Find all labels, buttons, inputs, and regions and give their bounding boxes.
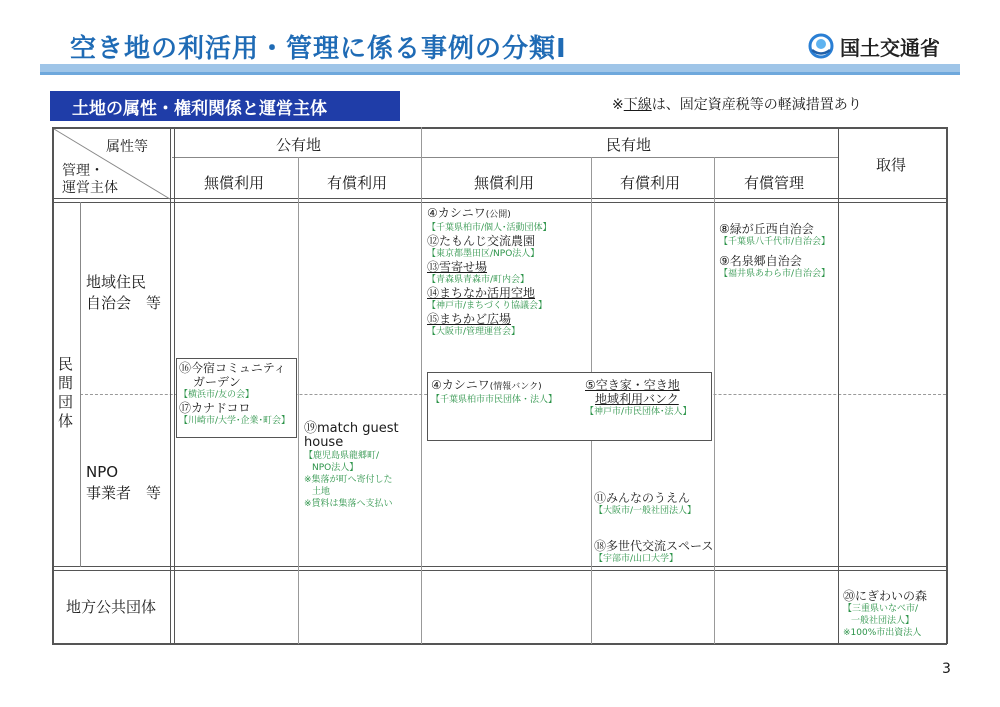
case-location-match-1: 【鹿児島県龍郷町/ [304, 451, 380, 461]
case-location-minnanouen: 【大阪市/一般社団法人】 [594, 506, 697, 516]
title-underline-accent [40, 72, 960, 75]
col-line-5 [838, 127, 839, 644]
case-nigiwai [843, 589, 927, 639]
case-location-tamonji: 【東京都墨田区/NPO法人】 [427, 249, 540, 259]
case-location-match-2: NPO法人】 [312, 463, 359, 473]
case-match-guest-house [304, 422, 399, 510]
logo-text: 国土交通省 [840, 35, 940, 60]
case-location-meisenkyo: 【福井県あわら市/自治会】 [719, 269, 831, 279]
case-location-kanadokoro: 【川崎市/大学･企業･町会】 [179, 416, 291, 426]
corner-operator-label-1: 管理・ [62, 163, 104, 179]
case-name-kanadokoro: ⑰カナドコロ [179, 401, 251, 415]
case-name-imajuku-1: ⑯今宿コミュニティ [179, 361, 286, 375]
case-name-kobe-bank-1: ⑤空き家・空き地 [585, 378, 680, 392]
case-name-match-1: ⑲match guest [304, 421, 399, 436]
case-note-match-2: 土地 [312, 487, 331, 497]
col-line-1 [298, 157, 299, 644]
case-location-machikado: 【大阪市/管理運営会】 [427, 327, 521, 337]
case-location-machinaka: 【神戸市/まちづくり協議会】 [427, 301, 547, 311]
case-tag: (公開) [485, 210, 511, 220]
table-border-bottom [52, 643, 947, 645]
case-name-kashiniwa-bank: ④カシニワ [431, 378, 490, 392]
note-prefix: ※ [612, 97, 624, 113]
case-kobe-bank [585, 378, 692, 418]
case-tasedai [594, 539, 713, 565]
row-community-2: 自治会 等 [86, 294, 162, 312]
case-location-midorigaoka: 【千葉県八千代市/自治会】 [719, 237, 831, 247]
col-private-paid: 有償利用 [620, 174, 681, 192]
case-imajuku [179, 361, 290, 427]
header-divider-2 [52, 202, 947, 203]
row-community-1: 地域住民 [86, 273, 147, 291]
case-name-nigiwai: ⑳にぎわいの森 [843, 589, 928, 603]
ministry-logo [808, 30, 968, 62]
header-mid-line [172, 157, 838, 158]
section-heading: 土地の属性・権利関係と運営主体 [50, 91, 400, 121]
col-public-paid: 有償利用 [327, 174, 388, 192]
case-note-match-1: ※集落が町へ寄付した [304, 475, 393, 485]
case-name-machikado: ⑮まちかど広場 [427, 312, 512, 326]
case-note-match-3: ※賃料は集落へ支払い [304, 499, 393, 509]
case-location-yukiyoseba: 【青森県青森市/町内会】 [427, 275, 530, 285]
case-name-imajuku-2: ガーデン [193, 375, 241, 389]
case-location-kashiniwa-bank: 【千葉県柏市市民団体・法人】 [431, 395, 558, 405]
case-name: ④カシニワ [427, 206, 486, 220]
case-tag-kashiniwa-bank: (情報バンク) [489, 382, 542, 392]
case-location-tasedai: 【宇部市/山口大学】 [594, 554, 679, 564]
col-private-free: 無償利用 [474, 174, 535, 192]
label-col-divider-2 [174, 127, 175, 644]
case-location: 【千葉県柏市/個人･活動団体】 [427, 223, 552, 233]
case-name-kobe-bank-2: 地域利用バンク [595, 392, 679, 406]
case-location-nigiwai-1: 【三重県いなべ市/ [843, 604, 919, 614]
case-kashiniwa-public [427, 206, 552, 338]
row-npo-1: NPO [86, 463, 119, 481]
case-note-nigiwai: ※100%市出資法人 [843, 628, 922, 638]
mlit-logo-icon [808, 33, 834, 59]
case-location-nigiwai-2: 一般社団法人】 [851, 616, 915, 626]
row-divider [52, 566, 947, 567]
row-local-government: 地方公共団体 [66, 598, 157, 616]
case-name-meisenkyo: ⑨名泉郷自治会 [719, 254, 802, 268]
page-title: 空き地の利活用・管理に係る事例の分類Ⅰ [70, 34, 567, 64]
col-public-free: 無償利用 [204, 174, 265, 192]
corner-attribute-label: 属性等 [106, 139, 148, 155]
title-underline [40, 64, 960, 72]
case-location-kobe-bank: 【神戸市/市民団体･法人】 [585, 407, 692, 417]
public-land-header: 公有地 [276, 136, 322, 154]
acquisition-header: 取得 [876, 156, 907, 174]
case-name-tamonji: ⑫たもんじ交流農園 [427, 234, 536, 248]
case-minnanouen [594, 491, 696, 517]
note [612, 94, 862, 114]
corner-operator-label-2: 運営主体 [62, 180, 118, 196]
note-underline-word: 下線 [623, 97, 652, 113]
col-line-2 [421, 127, 422, 644]
page-number: 3 [942, 661, 951, 677]
case-midorigaoka [719, 222, 830, 280]
table-border-top [52, 127, 947, 129]
row-private-group: 民間団体 [58, 355, 74, 430]
case-name-machinaka: ⑭まちなか活用空地 [427, 286, 536, 300]
private-land-header: 民有地 [606, 136, 652, 154]
case-name-midorigaoka: ⑧緑が丘西自治会 [719, 222, 814, 236]
col-line-4 [714, 157, 715, 644]
group-col-divider [80, 202, 81, 567]
col-private-paid-management: 有償管理 [744, 174, 805, 192]
header-divider [52, 198, 947, 199]
case-name-tasedai: ⑱多世代交流スペース [594, 539, 714, 553]
label-col-divider [170, 127, 171, 644]
case-name-minnanouen: ⑪みんなのうえん [594, 491, 691, 505]
case-kashiniwa-bank [431, 378, 557, 406]
case-name-yukiyoseba: ⑬雪寄せ場 [427, 260, 488, 274]
row-npo-2: 事業者 等 [86, 484, 162, 502]
case-name-match-2: house [304, 435, 344, 450]
case-location-imajuku: 【横浜市/友の会】 [179, 390, 255, 400]
note-suffix: は、固定資産税等の軽減措置あり [651, 97, 862, 113]
row-divider-2 [52, 570, 947, 571]
